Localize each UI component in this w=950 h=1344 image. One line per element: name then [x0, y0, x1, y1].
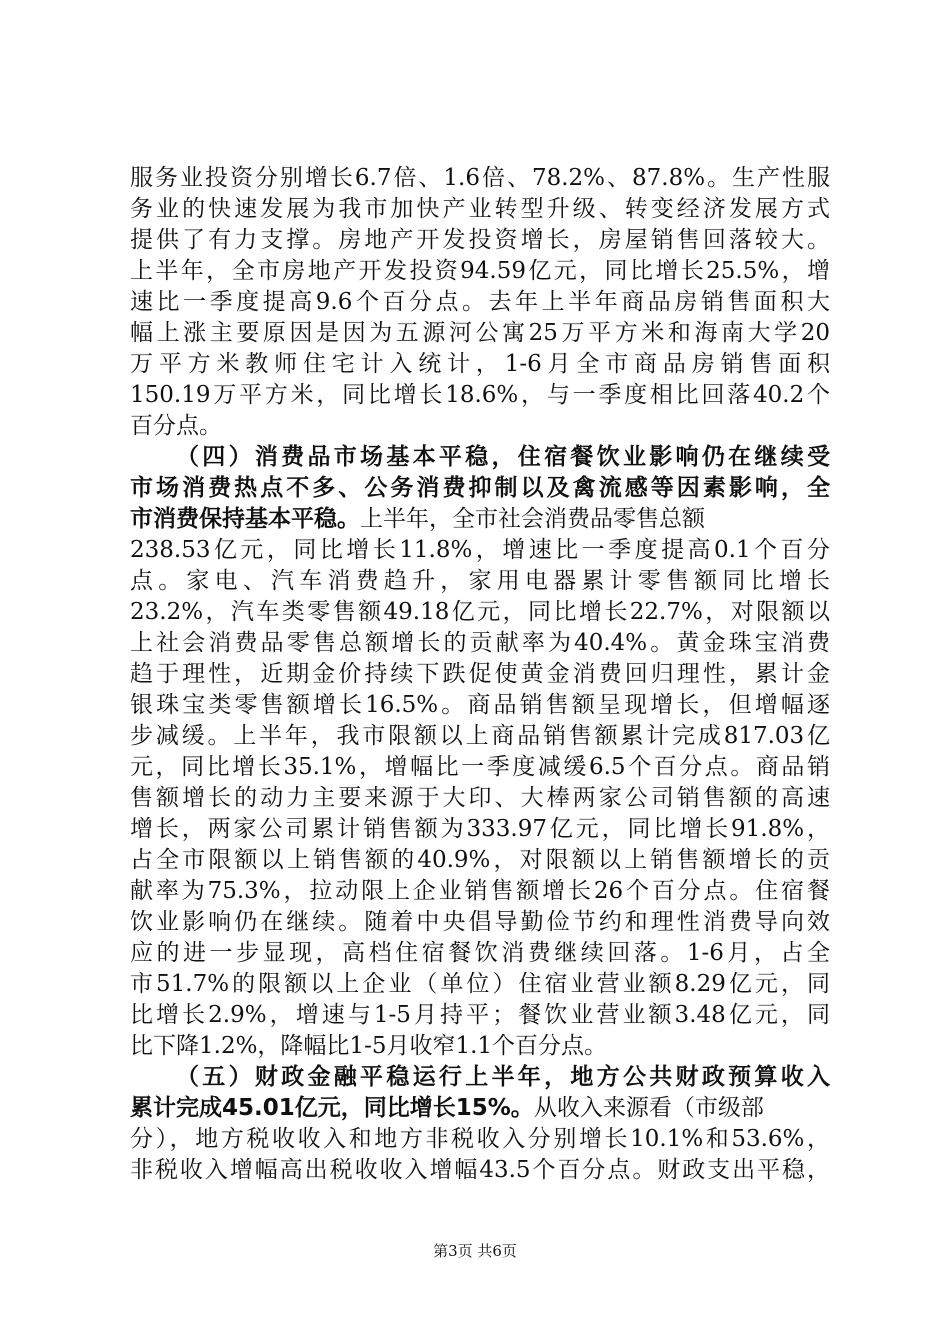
paragraph-line: 速比一季度提高9.6个百分点。去年上半年商品房销售面积大: [130, 289, 830, 315]
paragraph-line: 献率为75.3%，拉动限上企业销售额增长26个百分点。住宿餐: [130, 878, 830, 904]
paragraph-text: 从收入来源看（市级部: [533, 1095, 764, 1121]
paragraph-line: 百分点。: [130, 413, 222, 439]
paragraph-line: 步减缓。上半年，我市限额以上商品销售额累计完成817.03亿: [130, 723, 830, 749]
paragraph-line: 比下降1.2%，降幅比1-5月收窄1.1个百分点。: [130, 1033, 608, 1059]
section-heading-line: （五）财政金融平稳运行上半年，地方公共财政预算收入: [176, 1064, 830, 1090]
paragraph-line: 上半年，全市房地产开发投资94.59亿元，同比增长25.5%，增: [130, 258, 830, 284]
paragraph-line: 比增长2.9%，增速与1-5月持平；餐饮业营业额3.48亿元，同: [130, 1002, 830, 1028]
paragraph-line: 提供了有力支撑。房地产开发投资增长，房屋销售回落较大。: [130, 227, 830, 253]
paragraph-line: 万平方米教师住宅计入统计，1-6月全市商品房销售面积: [130, 351, 830, 377]
paragraph-line: 售额增长的动力主要来源于大印、大棒两家公司销售额的高速: [130, 785, 830, 811]
paragraph-line: 150.19万平方米，同比增长18.6%，与一季度相比回落40.2个: [130, 382, 830, 408]
paragraph-line: 占全市限额以上销售额的40.9%，对限额以上销售额增长的贡: [130, 847, 830, 873]
paragraph-line: 饮业影响仍在继续。随着中央倡导勤俭节约和理性消费导向效: [130, 909, 830, 935]
paragraph-line: 幅上涨主要原因是因为五源河公寓25万平方米和海南大学20: [130, 320, 830, 346]
section-heading-tail: 累计完成45.01亿元，同比增长15%。: [130, 1095, 534, 1121]
paragraph-line: [130, 504, 830, 535]
paragraph-line: 务业的快速发展为我市加快产业转型升级、转变经济发展方式: [130, 196, 830, 222]
paragraph-line: 238.53亿元，同比增长11.8%，增速比一季度提高0.1个百分: [130, 537, 830, 563]
paragraph-line: 增长，两家公司累计销售额为333.97亿元，同比增长91.8%，: [130, 816, 830, 842]
paragraph-line: 点。家电、汽车消费趋升，家用电器累计零售额同比增长: [130, 568, 830, 594]
paragraph-line: 应的进一步显现，高档住宿餐饮消费继续回落。1-6月，占全: [130, 940, 830, 966]
paragraph-line: 23.2%，汽车类零售额49.18亿元，同比增长22.7%，对限额以: [130, 599, 830, 625]
paragraph-line: 银珠宝类零售额增长16.5%。商品销售额呈现增长，但增幅逐: [130, 692, 830, 718]
paragraph-line: 趋于理性，近期金价持续下跌促使黄金消费回归理性，累计金: [130, 661, 830, 687]
section-heading-line: （四）消费品市场基本平稳，住宿餐饮业影响仍在继续受: [176, 444, 830, 470]
paragraph-line: [130, 1124, 830, 1155]
paragraph-line: 上社会消费品零售总额增长的贡献率为40.4%。黄金珠宝消费: [130, 630, 830, 656]
section-heading-line: 市场消费热点不多、公务消费抑制以及禽流感等因素影响，全: [130, 475, 830, 501]
paragraph-text: 上半年，全市社会消费品零售总额: [360, 506, 705, 532]
paragraph-text: 非税收入增幅高出税收收入增幅43.5个百分点。财政支出平稳，: [130, 1157, 830, 1183]
paragraph-line: [130, 1093, 830, 1124]
paragraph-line: 服务业投资分别增长6.7倍、1.6倍、78.2%、87.8%。生产性服: [130, 165, 830, 191]
paragraph-line: 市51.7%的限额以上企业（单位）住宿业营业额8.29亿元，同: [130, 971, 830, 997]
section-heading-tail: 市消费保持基本平稳。: [130, 506, 360, 532]
page-footer: 第3页 共6页: [433, 1242, 517, 1260]
paragraph-line: 元，同比增长35.1%，增幅比一季度减缓6.5个百分点。商品销: [130, 754, 830, 780]
paragraph-text: 分），地方税收收入和地方非税收入分别增长10.1%和53.6%，: [130, 1126, 830, 1152]
paragraph-line: [130, 1155, 830, 1186]
